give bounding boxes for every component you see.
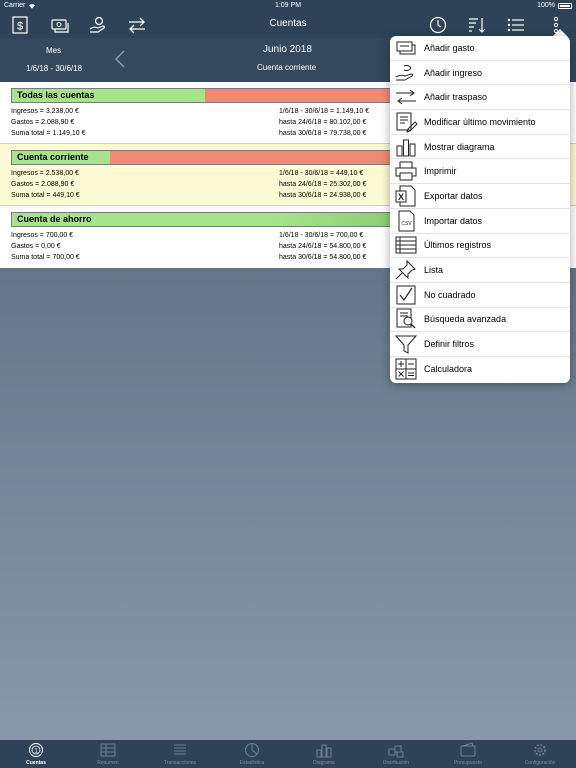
summary-icon bbox=[99, 742, 117, 758]
tab-transacciones[interactable] bbox=[144, 740, 216, 768]
account-name: Cuenta de ahorro bbox=[17, 214, 92, 224]
balance-until-line: hasta 24/6/18 = 25.302,00 € bbox=[279, 181, 367, 188]
total-line: Suma total = 1.149,10 € bbox=[11, 130, 86, 137]
balance-bar bbox=[11, 150, 391, 165]
tab-label: Estadística bbox=[239, 760, 265, 766]
menu-item-import[interactable] bbox=[390, 209, 570, 234]
records-list-icon bbox=[394, 234, 418, 256]
income-line: Ingresos = 700,00 € bbox=[11, 232, 74, 239]
tab-label: Diagrama bbox=[313, 760, 335, 766]
balance-end-line: hasta 30/6/18 = 24.938,00 € bbox=[279, 192, 367, 199]
battery-icon bbox=[558, 3, 572, 9]
menu-item-add-expense[interactable] bbox=[390, 36, 570, 61]
menu-label: Lista bbox=[424, 265, 444, 276]
expense-line: Gastos = 2.088,90 € bbox=[11, 119, 75, 126]
tab-bar bbox=[0, 740, 576, 768]
menu-item-calculator[interactable] bbox=[390, 357, 570, 382]
calculator-icon bbox=[394, 358, 418, 380]
income-line: Ingresos = 2.538,00 € bbox=[11, 170, 79, 177]
tab-estadistica[interactable] bbox=[216, 740, 288, 768]
status-bar bbox=[0, 0, 576, 12]
csv-import-icon bbox=[394, 210, 418, 232]
total-line: Suma total = 449,10 € bbox=[11, 192, 80, 199]
carrier-label: Carrier bbox=[4, 2, 26, 9]
clock-icon[interactable] bbox=[428, 15, 448, 35]
account-name: Cuenta corriente bbox=[17, 152, 89, 162]
total-line: Suma total = 700,00 € bbox=[11, 254, 80, 261]
period-mode[interactable]: Mes bbox=[46, 46, 62, 55]
tab-configuracion[interactable] bbox=[504, 740, 576, 768]
tab-presupuesto[interactable] bbox=[432, 740, 504, 768]
menu-item-list[interactable] bbox=[390, 258, 570, 283]
current-account: Cuenta corriente bbox=[257, 63, 317, 72]
navigation-bar bbox=[0, 12, 576, 38]
balance-until-line: hasta 24/6/18 = 80.102,00 € bbox=[279, 119, 367, 126]
menu-label: Mostrar diagrama bbox=[424, 141, 495, 152]
chevron-left-icon[interactable] bbox=[114, 49, 126, 69]
statistics-icon bbox=[243, 742, 261, 758]
transactions-icon bbox=[171, 742, 189, 758]
battery-info bbox=[537, 2, 572, 9]
tab-label: Configuración bbox=[524, 760, 556, 766]
menu-item-unbalanced[interactable] bbox=[390, 283, 570, 308]
distribution-icon bbox=[387, 742, 405, 758]
menu-label: Calculadora bbox=[424, 364, 473, 375]
period-balance-line: 1/6/18 - 30/6/18 = 700,00 € bbox=[279, 232, 364, 239]
menu-item-edit-last[interactable] bbox=[390, 110, 570, 135]
menu-item-export[interactable] bbox=[390, 184, 570, 209]
checkbox-icon bbox=[394, 284, 418, 306]
menu-label: Exportar datos bbox=[424, 190, 483, 201]
add-expense-icon bbox=[394, 37, 418, 59]
options-menu bbox=[390, 36, 570, 383]
tab-resumen[interactable] bbox=[72, 740, 144, 768]
menu-item-add-income[interactable] bbox=[390, 61, 570, 86]
tab-label: Transacciones bbox=[163, 760, 197, 766]
edit-last-icon bbox=[394, 111, 418, 133]
menu-label: Añadir gasto bbox=[424, 42, 475, 53]
tab-label: Distribución bbox=[382, 760, 410, 766]
bar-chart-icon bbox=[315, 742, 333, 758]
svg-text:1: 1 bbox=[34, 748, 38, 755]
menu-label: Añadir traspaso bbox=[424, 92, 488, 103]
add-income-icon bbox=[394, 62, 418, 84]
tab-label: Presupuesto bbox=[453, 760, 483, 766]
tab-distribucion[interactable] bbox=[360, 740, 432, 768]
tab-cuentas[interactable] bbox=[0, 740, 72, 768]
page-title: Cuentas bbox=[269, 18, 307, 29]
tab-label: Cuentas bbox=[26, 760, 46, 766]
expense-line: Gastos = 2.088,90 € bbox=[11, 181, 75, 188]
advanced-search-icon bbox=[394, 308, 418, 330]
svg-text:CSV: CSV bbox=[401, 220, 412, 227]
menu-item-define-filters[interactable] bbox=[390, 332, 570, 357]
menu-label: Añadir ingreso bbox=[424, 67, 483, 78]
period-balance-line: 1/6/18 - 30/6/18 = 449,10 € bbox=[279, 170, 364, 177]
menu-label: Últimos registros bbox=[424, 240, 492, 251]
menu-item-advanced-search[interactable] bbox=[390, 308, 570, 333]
wallet-icon bbox=[459, 742, 477, 758]
coins-icon bbox=[27, 742, 45, 758]
menu-item-add-transfer[interactable] bbox=[390, 85, 570, 110]
menu-item-print[interactable] bbox=[390, 159, 570, 184]
balance-until-line: hasta 24/6/18 = 54.800,00 € bbox=[279, 243, 367, 250]
tab-diagrama[interactable] bbox=[288, 740, 360, 768]
balance-end-line: hasta 30/6/18 = 79.738,00 € bbox=[279, 130, 367, 137]
income-line: Ingresos = 3.238,00 € bbox=[11, 108, 79, 115]
status-time: 1:09 PM bbox=[274, 2, 302, 9]
pin-icon bbox=[394, 259, 418, 281]
sort-icon[interactable] bbox=[467, 15, 487, 35]
list-icon[interactable] bbox=[506, 15, 526, 35]
svg-text:X: X bbox=[397, 191, 405, 202]
menu-label: Imprimir bbox=[424, 166, 457, 177]
menu-item-recent-records[interactable] bbox=[390, 234, 570, 259]
printer-icon bbox=[394, 160, 418, 182]
account-name: Todas las cuentas bbox=[17, 90, 95, 100]
menu-label: No cuadrado bbox=[424, 289, 476, 300]
menu-label: Definir filtros bbox=[424, 339, 475, 350]
battery-percent: 100% bbox=[537, 2, 555, 9]
transfer-icon bbox=[394, 86, 418, 108]
current-month: Junio 2018 bbox=[263, 44, 312, 55]
gear-icon bbox=[531, 742, 549, 758]
menu-item-show-chart[interactable] bbox=[390, 135, 570, 160]
menu-label: Modificar último movimiento bbox=[424, 116, 536, 127]
balance-bar bbox=[11, 88, 391, 103]
balance-bar bbox=[11, 212, 391, 227]
excel-export-icon bbox=[394, 185, 418, 207]
svg-text:$: $ bbox=[16, 20, 24, 33]
menu-label: Importar datos bbox=[424, 215, 483, 226]
expense-line: Gastos = 0,00 € bbox=[11, 243, 61, 250]
period-range: 1/6/18 - 30/6/18 bbox=[26, 64, 83, 73]
balance-end-line: hasta 30/6/18 = 54.800,00 € bbox=[279, 254, 367, 261]
tab-label: Resumen bbox=[97, 760, 119, 766]
filter-icon bbox=[394, 333, 418, 355]
menu-label: Búsqueda avanzada bbox=[424, 314, 507, 325]
period-balance-line: 1/6/18 - 30/6/18 = 1.149,10 € bbox=[279, 108, 370, 115]
chart-icon bbox=[394, 136, 418, 158]
